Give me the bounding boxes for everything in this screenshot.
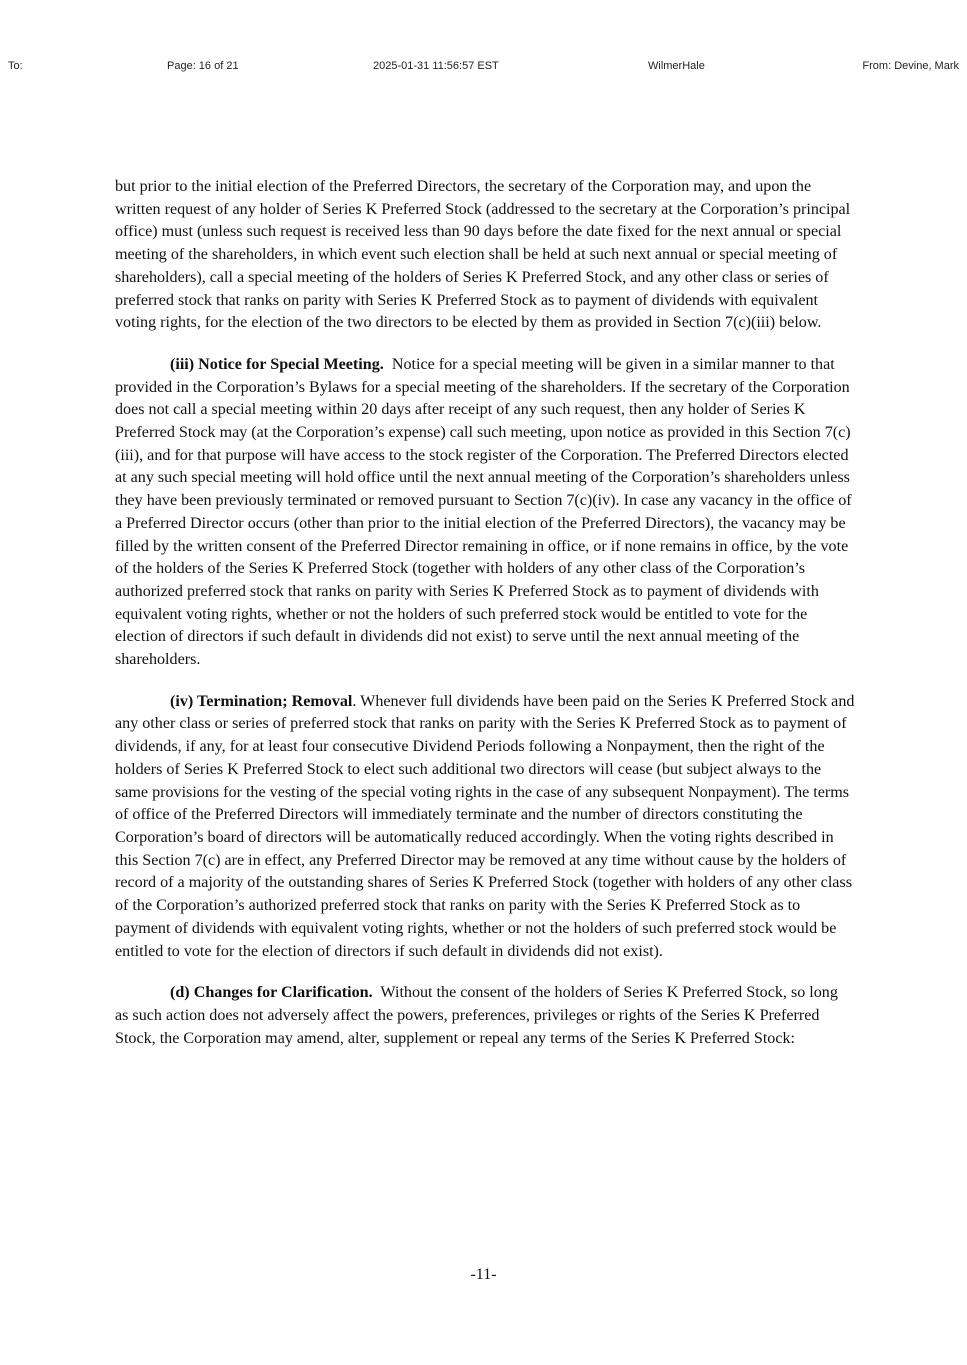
paragraph-text: . Whenever full dividends have been paid on the Series K Preferred Stock and any other class or series of preferred stock that ranks on parity with the Series K Preferred Stock as to payment of dividends, if any, for at least four consecutive Dividend Periods following a Nonpayment, then the right of the holders of Series K Preferred Stock to elect such additional two directors will cease (but subject always to the same provisions for the vesting of the special voting rights in the case of any subsequent Nonpayment). The terms of office of the Preferred Directors will immediately terminate and the number of directors constituting the Corporation’s board of directors will be automatically reduced accordingly. When the voting rights described in this Section 7(c) are in effect, any Preferred Director may be removed at any time without cause by the holders of record of a majority of the outstanding shares of Series K Preferred Stock (together with holders of any other class of the Corporation’s authorized preferred stock that ranks on parity with the Series K Preferred Stock as to payment of dividends with equivalent voting rights, whether or not the holders of such preferred stock would be entitled to vote for the election of directors if such default in dividends did not exist). — [115, 692, 855, 960]
fax-timestamp: 2025-01-31 11:56:57 EST — [373, 60, 499, 72]
section-heading: (iv) Termination; Removal — [170, 692, 353, 710]
paragraph-continuation — [115, 176, 855, 335]
paragraph-text: Notice for a special meeting will be given in a similar manner to that provided in the Corporation’s Bylaws for a special meeting of the shareholders. If the secretary of the Corporation does not call a special meeting within 20 days after receipt of any such request, then any holder of Series K Preferred Stock may (at the Corporation’s expense) call such meeting, upon notice as provided in this Section 7(c)(iii), and for that purpose will have access to the stock register of the Corporation. The Preferred Directors elected at any such special meeting will hold office until the next annual meeting of the Corporation’s shareholders unless they have been previously terminated or removed pursuant to Section 7(c)(iv). In case any vacancy in the office of a Preferred Director occurs (other than prior to the initial election of the Preferred Directors), the vacancy may be filled by the written consent of the Preferred Director remaining in office, or if none remains in office, by the vote of the holders of the Series K Preferred Stock (together with holders of any other class of the Corporation’s authorized preferred stock that ranks on parity with Series K Preferred Stock as to payment of dividends with equivalent voting rights, whether or not the holders of such preferred stock would be entitled to vote for the election of directors if such default in dividends did not exist) to serve until the next annual meeting of the shareholders. — [115, 355, 852, 669]
section-heading: (iii) Notice for Special Meeting. — [170, 355, 384, 373]
fax-sender-firm: WilmerHale — [648, 60, 705, 72]
paragraph-notice-special-meeting — [115, 354, 855, 672]
document-body — [115, 176, 855, 1069]
fax-from-field: From: Devine, Mark — [862, 60, 959, 72]
paragraph-text: Without the consent of the holders of Series K Preferred Stock, so long as such action does not adversely affect the powers, preferences, privileges or rights of the Series K Preferred Stock, the Corporation may amend, alter, supplement or repeal any terms of the Series K Preferred Stock: — [115, 984, 838, 1047]
paragraph-changes-for-clarification — [115, 982, 855, 1050]
fax-header — [0, 60, 967, 76]
page-number: -11- — [470, 1266, 497, 1283]
section-heading: (d) Changes for Clarification. — [170, 984, 373, 1002]
fax-to-field: To: — [8, 60, 23, 72]
fax-page-counter: Page: 16 of 21 — [167, 60, 239, 72]
paragraph-termination-removal — [115, 691, 855, 963]
paragraph-text: but prior to the initial election of the Preferred Directors, the secretary of the Corporation may, and upon the written request of any holder of Series K Preferred Stock (addressed to the secretary at the Corporation’s principal office) must (unless such request is received less than 90 days before the date fixed for the next annual or special meeting of the shareholders, in which event such election shall be held at such next annual or special meeting of shareholders), call a special meeting of the holders of Series K Preferred Stock, and any other class or series of preferred stock that ranks on parity with Series K Preferred Stock as to payment of dividends with equivalent voting rights, for the election of the two directors to be elected by them as provided in Section 7(c)(iii) below. — [115, 178, 851, 332]
